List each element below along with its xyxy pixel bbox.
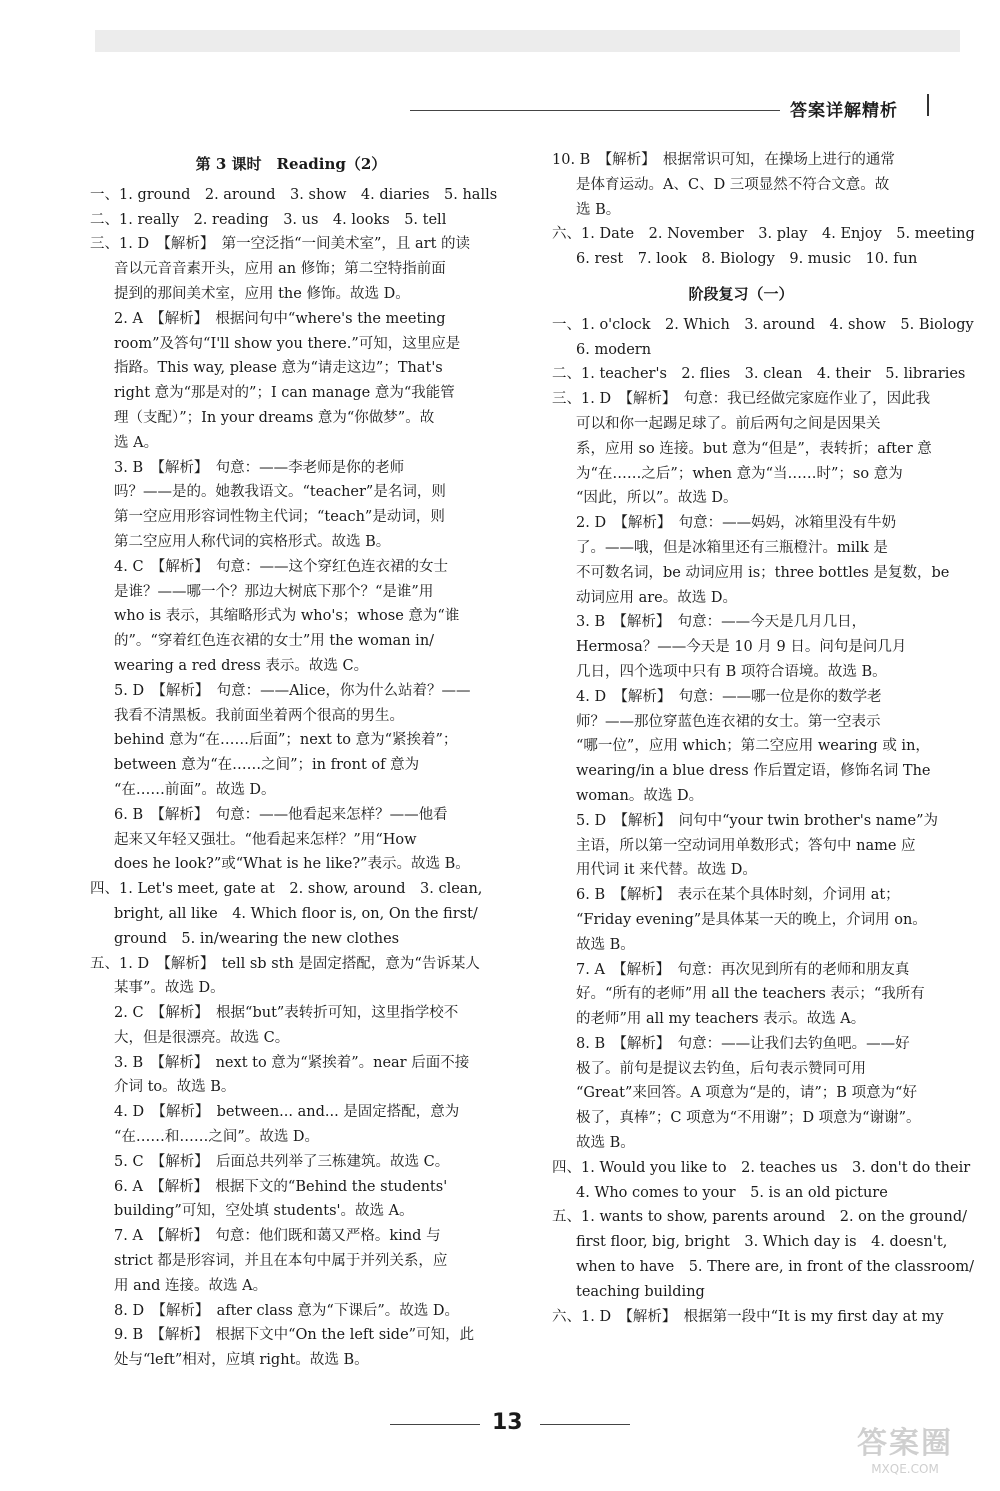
answer-line: “在……前面”。故选 D。 bbox=[114, 781, 276, 798]
answer-line: 的”。“穿着红色连衣裙的女士”用 the woman in/ bbox=[114, 633, 435, 650]
answer-line: 几日，四个选项中只有 B 项符合语境。故选 B。 bbox=[576, 663, 887, 680]
answer-line: who is 表示，其缩略形式为 who's；whose 意为“谁 bbox=[114, 608, 460, 625]
answer-line: 五、1. wants to show, parents around 2. on the ground/ bbox=[552, 1209, 967, 1226]
answer-line: 吗？——是的。她教我语文。“teacher”是名词，则 bbox=[114, 484, 446, 501]
answer-line: woman。故选 D。 bbox=[576, 787, 704, 804]
answer-line: behind 意为“在……后面”；next to 意为“紧挨着”； bbox=[114, 732, 458, 749]
answer-line: 2. A 【解析】 根据问句中“where's the meeting bbox=[114, 310, 446, 327]
answer-line: 8. D 【解析】 after class 意为“下课后”。故选 D。 bbox=[114, 1302, 459, 1319]
answer-line: 4. C 【解析】 句意：——这个穿红色连衣裙的女士 bbox=[114, 558, 449, 575]
answer-line: 故选 B。 bbox=[576, 1135, 635, 1152]
header-bracket bbox=[921, 94, 929, 116]
watermark-logo: 答案圈 MXQE.COM bbox=[857, 1426, 953, 1476]
answer-line: 6. B 【解析】 句意：——他看起来怎样？——他看 bbox=[114, 806, 448, 823]
answer-line: 9. B 【解析】 根据下文中“On the left side”可知，此 bbox=[114, 1327, 475, 1344]
answer-line: 师？——那位穿蓝色连衣裙的女士。第一空表示 bbox=[576, 713, 881, 730]
answer-line: 某事”。故选 D。 bbox=[114, 980, 225, 997]
answer-line: 3. B 【解析】 next to 意为“紧挨着”。near 后面不接 bbox=[114, 1054, 470, 1071]
answer-line: 选 A。 bbox=[114, 434, 159, 451]
answer-line: 为“在……之后”；when 意为“当……时”；so 意为 bbox=[576, 465, 903, 482]
answer-line: 故选 B。 bbox=[576, 936, 635, 953]
answer-line: 极了。前句是提议去钓鱼，后句表示赞同可用 bbox=[576, 1060, 866, 1077]
answer-line: 3. B 【解析】 句意：——李老师是你的老师 bbox=[114, 459, 405, 476]
answer-line: 4. D 【解析】 between... and... 是固定搭配，意为 bbox=[114, 1104, 460, 1121]
right-column bbox=[552, 148, 975, 1329]
answer-line: when to have 5. There are, in front of the classroom/ bbox=[576, 1259, 974, 1276]
answer-line: “哪一位”，应用 which；第二空应用 wearing 或 in， bbox=[576, 738, 930, 755]
page-number: 13 bbox=[492, 1410, 523, 1435]
answer-line: 二、1. really 2. reading 3. us 4. looks 5. tell bbox=[90, 211, 447, 228]
answer-line: 一、1. ground 2. around 3. show 4. diaries 5. halls bbox=[90, 186, 498, 203]
answer-line: 6. A 【解析】 根据下文的“Behind the students' bbox=[114, 1178, 448, 1195]
footer-rule-right bbox=[540, 1424, 630, 1425]
answer-line: 用 and 连接。故选 A。 bbox=[114, 1277, 268, 1294]
answer-line: 6. B 【解析】 表示在某个具体时刻，介词用 at； bbox=[576, 887, 900, 904]
answer-line: 好。“所有的老师”用 all the teachers 表示；“我所有 bbox=[576, 986, 925, 1003]
answer-line: 三、1. D 【解析】 第一空泛指“一间美术室”，且 art 的读 bbox=[90, 236, 471, 253]
answer-line: Hermosa？——今天是 10 月 9 日。问句是问几月 bbox=[576, 639, 907, 656]
answer-line: 是谁？——哪一个？那边大树底下那个？“是谁”用 bbox=[114, 583, 434, 600]
answer-line: 第二空应用人称代词的宾格形式。故选 B。 bbox=[114, 533, 391, 550]
answer-line: “Great”来回答。A 项意为“是的，请”；B 项意为“好 bbox=[576, 1085, 917, 1102]
answer-line: 系，应用 so 连接。but 意为“但是”，表转折；after 意 bbox=[576, 440, 932, 457]
answer-line: 主语，所以第一空动词用单数形式；答句中 name 应 bbox=[576, 837, 916, 854]
answer-line: 我看不清黑板。我前面坐着两个很高的男生。 bbox=[114, 707, 404, 724]
answer-line: 二、1. teacher's 2. flies 3. clean 4. their 5. libraries bbox=[552, 366, 966, 383]
answer-line: right 意为“那是对的”；I can manage 意为“我能管 bbox=[114, 385, 455, 402]
answer-line: strict 都是形容词，并且在本句中属于并列关系，应 bbox=[114, 1253, 448, 1270]
answer-line: teaching building bbox=[576, 1283, 705, 1300]
answer-line: 不可数名词，be 动词应用 is；three bottles 是复数，be bbox=[576, 564, 950, 581]
header-title: 答案详解精析 bbox=[790, 101, 898, 121]
answer-line: 极了，真棒”；C 项意为“不用谢”；D 项意为“谢谢”。 bbox=[576, 1110, 921, 1127]
section-title-reading: 第 3 课时 Reading（2） bbox=[195, 155, 387, 173]
answer-line: building”可知，空处填 students'。故选 A。 bbox=[114, 1203, 414, 1220]
answer-line: 的老师”用 all my teachers 表示。故选 A。 bbox=[576, 1011, 866, 1028]
answer-line: 动词应用 are。故选 D。 bbox=[576, 589, 738, 606]
answer-line: room”及答句“I'll show you there.”可知，这里应是 bbox=[114, 335, 461, 352]
answer-line: 第一空应用形容词性物主代词；“teach”是动词，则 bbox=[114, 509, 445, 526]
answer-line: 五、1. D 【解析】 tell sb sth 是固定搭配，意为“告诉某人 bbox=[90, 955, 480, 972]
answer-line: 可以和你一起踢足球了。前后两句之间是因果关 bbox=[576, 415, 881, 432]
footer-rule-left bbox=[390, 1424, 480, 1425]
answer-line: 了。——哦，但是冰箱里还有三瓶橙汁。milk 是 bbox=[576, 539, 888, 556]
answer-line: 10. B 【解析】 根据常识可知，在操场上进行的通常 bbox=[552, 152, 895, 168]
answer-line: 4. Who comes to your 5. is an old picture bbox=[576, 1184, 888, 1201]
answer-line: 提到的那间美术室，应用 the 修饰。故选 D。 bbox=[114, 285, 410, 302]
answer-line: 6. rest 7. look 8. Biology 9. music 10. fun bbox=[576, 251, 918, 268]
answer-line: does he look?”或“What is he like?”表示。故选 B。 bbox=[114, 856, 470, 873]
answer-line: 7. A 【解析】 句意：再次见到所有的老师和朋友真 bbox=[576, 961, 910, 978]
answer-line: 六、1. D 【解析】 根据第一段中“It is my first day at my bbox=[552, 1308, 944, 1325]
answer-line: 一、1. o'clock 2. Which 3. around 4. show 5. Biology bbox=[552, 316, 974, 333]
answer-line: 5. D 【解析】 句意：——Alice，你为什么站着？—— bbox=[114, 682, 471, 699]
answer-line: 6. modern bbox=[576, 341, 652, 358]
right-answer-lines-top bbox=[552, 148, 975, 272]
answer-line: 选 B。 bbox=[576, 201, 621, 218]
answer-line: 音以元音音素开头，应用 an 修饰；第二空特指前面 bbox=[114, 261, 446, 278]
answer-line: bright, all like 4. Which floor is, on, On the first/ bbox=[114, 905, 478, 922]
answer-line: ground 5. in/wearing the new clothes bbox=[114, 930, 400, 947]
answer-line: 起来又年轻又强壮。“他看起来怎样？”用“How bbox=[114, 831, 417, 848]
answer-line: wearing a red dress 表示。故选 C。 bbox=[114, 657, 369, 674]
right-answer-lines-bottom bbox=[552, 313, 974, 1330]
answer-line: 指路。This way, please 意为“请走这边”；That's bbox=[114, 360, 443, 377]
answer-line: 处与“left”相对，应填 right。故选 B。 bbox=[114, 1352, 369, 1369]
answer-line: 2. D 【解析】 句意：——妈妈，冰箱里没有牛奶 bbox=[576, 515, 897, 532]
scan-shadow-band bbox=[95, 30, 960, 52]
answer-line: 是体育运动。A、C、D 三项显然不符合文意。故 bbox=[576, 176, 890, 193]
answer-line: 5. D 【解析】 问句中“your twin brother's name”为 bbox=[576, 812, 938, 829]
answer-line: “因此，所以”。故选 D。 bbox=[576, 490, 738, 507]
section-title-review: 阶段复习（一） bbox=[688, 284, 794, 303]
answer-line: 7. A 【解析】 句意：他们既和蔼又严格。kind 与 bbox=[114, 1228, 441, 1245]
answer-line: 四、1. Would you like to 2. teaches us 3. don't do their bbox=[552, 1159, 971, 1176]
answer-line: “在……和……之间”。故选 D。 bbox=[114, 1129, 320, 1146]
answer-line: 理（支配）”；In your dreams 意为“你做梦”。故 bbox=[114, 409, 435, 426]
left-column bbox=[90, 148, 498, 1373]
answer-line: 4. D 【解析】 句意：——哪一位是你的数学老 bbox=[576, 688, 882, 705]
answer-line: 2. C 【解析】 根据“but”表转折可知，这里指学校不 bbox=[114, 1005, 459, 1022]
answer-line: wearing/in a blue dress 作后置定语，修饰名词 The bbox=[576, 763, 931, 780]
answer-line: 用代词 it 来代替。故选 D。 bbox=[576, 862, 757, 879]
answer-line: between 意为“在……之间”；in front of 意为 bbox=[114, 757, 420, 774]
answer-line: 大，但是很漂亮。故选 C。 bbox=[114, 1029, 290, 1046]
left-answer-lines bbox=[90, 183, 498, 1373]
answer-line: 8. B 【解析】 句意：——让我们去钓鱼吧。——好 bbox=[576, 1035, 910, 1052]
answer-line: 3. B 【解析】 句意：——今天是几月几日， bbox=[576, 614, 867, 631]
header-rule bbox=[410, 110, 780, 111]
answer-line: 介词 to。故选 B。 bbox=[114, 1079, 236, 1096]
answer-line: “Friday evening”是具体某一天的晚上，介词用 on。 bbox=[576, 911, 927, 928]
answer-line: first floor, big, bright 3. Which day is 4. doesn't, bbox=[576, 1234, 948, 1251]
answer-line: 5. C 【解析】 后面总共列举了三栋建筑。故选 C。 bbox=[114, 1153, 450, 1170]
answer-line: 六、1. Date 2. November 3. play 4. Enjoy 5. meeting bbox=[552, 226, 975, 243]
answer-line: 四、1. Let's meet, gate at 2. show, around 3. clean, bbox=[90, 881, 483, 898]
answer-line: 三、1. D 【解析】 句意：我已经做完家庭作业了，因此我 bbox=[552, 391, 931, 408]
